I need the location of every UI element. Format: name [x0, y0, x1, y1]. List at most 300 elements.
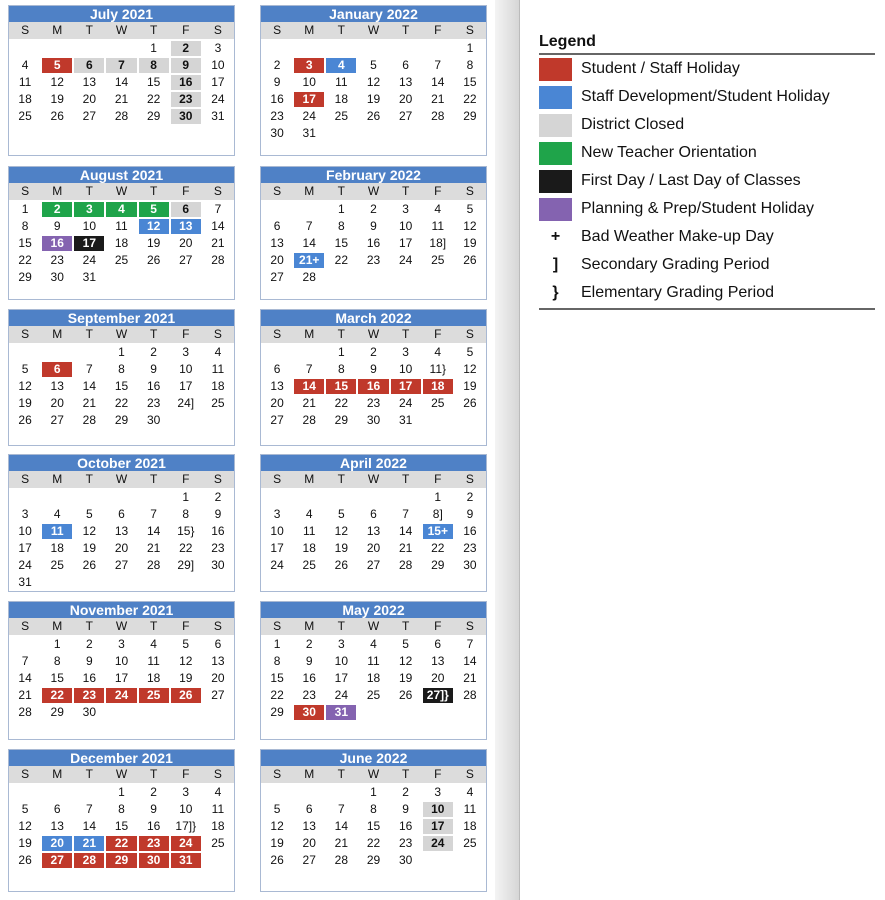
day-cell: 1: [150, 41, 157, 55]
day-cell: 9: [370, 362, 377, 376]
day-cell: 31: [82, 270, 97, 284]
month-title: April 2022: [261, 455, 486, 471]
weekday-label: S: [213, 23, 222, 37]
day-cell: 13: [50, 819, 64, 833]
day-cell: 13: [270, 236, 284, 250]
day-cell: 24: [171, 836, 201, 851]
day-cell: 31: [171, 853, 201, 868]
day-cell: 15: [270, 671, 284, 685]
day-cell: 3: [402, 345, 409, 359]
day-cell: 8: [21, 219, 29, 233]
day-cell: 9: [273, 75, 281, 89]
day-cell: 8: [182, 507, 190, 521]
weekday-label: F: [434, 23, 442, 37]
weekday-label: T: [85, 472, 94, 486]
legend-label: Bad Weather Make-up Day: [581, 228, 774, 245]
day-cell: 25: [18, 109, 32, 123]
weekday-label: T: [401, 619, 410, 633]
day-cell: 9: [171, 58, 201, 73]
day-cell: 2: [273, 58, 281, 72]
legend-label: Staff Development/Student Holiday: [581, 88, 830, 105]
weekday-label: S: [21, 767, 30, 781]
weekday-label: S: [465, 767, 474, 781]
weekday-label: T: [85, 619, 94, 633]
day-grid: [9, 39, 234, 125]
day-cell: 14: [82, 379, 97, 393]
day-cell: 23: [139, 836, 169, 851]
day-cell: 28: [74, 853, 104, 868]
weekday-label: T: [149, 184, 158, 198]
day-grid: [261, 343, 486, 429]
day-cell: 7: [106, 58, 136, 73]
day-cell: 17: [18, 541, 32, 555]
day-cell: 20: [431, 671, 445, 685]
month-title: December 2021: [9, 750, 234, 766]
day-cell: 23: [270, 109, 284, 123]
day-cell: 16: [366, 236, 381, 250]
day-cell: 26: [50, 109, 64, 123]
legend-label: New Teacher Orientation: [581, 144, 757, 161]
day-cell: 7: [338, 802, 345, 816]
weekday-label: M: [52, 327, 63, 341]
day-cell: 1: [273, 637, 281, 651]
day-cell: 17: [391, 379, 421, 394]
day-cell: 5: [466, 202, 474, 216]
day-cell: 18: [334, 92, 349, 106]
day-cell: 28: [146, 558, 161, 572]
day-cell: 29: [431, 558, 445, 572]
day-cell: 19: [463, 379, 477, 393]
day-cell: 11: [367, 654, 380, 668]
day-cell: 3: [21, 507, 29, 521]
weekday-header: [261, 183, 486, 200]
weekday-label: S: [21, 184, 30, 198]
day-cell: 17: [114, 671, 129, 685]
day-cell: 2: [42, 202, 72, 217]
day-cell: 11: [147, 654, 160, 668]
weekday-label: W: [115, 327, 128, 341]
day-cell: 9: [370, 219, 377, 233]
day-cell: 27: [270, 413, 284, 427]
day-cell: 18: [50, 541, 64, 555]
weekday-label: M: [304, 619, 315, 633]
weekday-label: W: [367, 184, 380, 198]
day-cell: 1: [182, 490, 190, 504]
day-cell: 29: [146, 109, 161, 123]
day-cell: 26: [334, 558, 349, 572]
weekday-label: M: [304, 472, 315, 486]
day-cell: 15: [326, 379, 356, 394]
legend-item: [539, 279, 875, 307]
weekday-label: M: [304, 767, 315, 781]
day-cell: 6: [273, 362, 281, 376]
weekday-label: S: [273, 184, 282, 198]
day-cell: 26: [398, 688, 413, 702]
day-cell: 19: [398, 671, 413, 685]
weekday-label: T: [149, 327, 158, 341]
month-may-2022: [260, 601, 487, 740]
day-cell: 11: [211, 362, 225, 376]
weekday-header: [9, 471, 234, 488]
weekday-label: F: [434, 619, 442, 633]
day-cell: 2: [214, 490, 222, 504]
day-cell: 14: [294, 379, 324, 394]
month-december-2021: [8, 749, 235, 892]
day-cell: 17]}: [175, 819, 197, 833]
day-cell: 11: [302, 524, 316, 538]
legend-item: [539, 251, 875, 279]
day-cell: 4: [305, 507, 313, 521]
day-cell: 18: [302, 541, 316, 555]
day-cell: 7: [86, 362, 93, 376]
day-cell: 2: [305, 637, 313, 651]
day-cell: 26: [82, 558, 97, 572]
day-cell: 24: [270, 558, 284, 572]
day-cell: 23: [171, 92, 201, 107]
weekday-header: [9, 618, 234, 635]
day-cell: 14: [463, 654, 477, 668]
day-cell: 13: [366, 524, 381, 538]
day-cell: 3: [74, 202, 104, 217]
day-cell: 24: [398, 253, 413, 267]
day-cell: 4: [214, 785, 222, 799]
day-cell: 26: [171, 688, 201, 703]
weekday-label: S: [213, 327, 222, 341]
day-cell: 30: [398, 853, 413, 867]
day-cell: 8: [338, 362, 345, 376]
day-cell: 14: [211, 219, 225, 233]
month-september-2021: [8, 309, 235, 446]
day-cell: 25: [431, 253, 445, 267]
weekday-label: F: [182, 767, 190, 781]
day-cell: 31: [211, 109, 225, 123]
day-cell: 9: [86, 654, 93, 668]
day-cell: 10: [179, 802, 193, 816]
day-cell: 17: [74, 236, 104, 251]
month-june-2022: [260, 749, 487, 892]
day-cell: 6: [434, 637, 442, 651]
day-cell: 19: [334, 541, 349, 555]
day-cell: 5: [402, 637, 409, 651]
weekday-label: T: [85, 184, 94, 198]
day-cell: 12: [398, 654, 413, 668]
month-title: March 2022: [261, 310, 486, 326]
day-cell: 28: [211, 253, 225, 267]
legend-title: Legend: [539, 33, 875, 55]
day-cell: 20: [82, 92, 97, 106]
day-cell: 19: [82, 541, 97, 555]
day-cell: 3: [182, 345, 190, 359]
weekday-label: S: [273, 767, 282, 781]
day-cell: 13: [302, 819, 316, 833]
day-cell: 21: [146, 541, 161, 555]
day-cell: 19: [366, 92, 381, 106]
weekday-label: S: [465, 23, 474, 37]
day-cell: 27: [179, 253, 193, 267]
weekday-label: T: [149, 767, 158, 781]
day-cell: 23: [146, 396, 161, 410]
weekday-header: [261, 326, 486, 343]
day-cell: 8: [118, 802, 125, 816]
day-cell: 3: [294, 58, 324, 73]
day-cell: 16: [171, 75, 201, 90]
day-cell: 24: [302, 109, 316, 123]
day-cell: 10: [211, 58, 225, 72]
day-cell: 19: [18, 396, 32, 410]
weekday-label: M: [304, 184, 315, 198]
day-cell: 14: [146, 524, 161, 538]
day-cell: 29: [114, 413, 129, 427]
day-cell: 6: [74, 58, 104, 73]
day-cell: 25: [366, 688, 381, 702]
day-grid: [261, 39, 486, 142]
day-cell: 15+: [423, 524, 453, 539]
month-april-2022: [260, 454, 487, 592]
day-cell: 30: [82, 705, 97, 719]
day-cell: 15: [366, 819, 381, 833]
legend-label: District Closed: [581, 116, 685, 133]
weekday-label: M: [52, 184, 63, 198]
day-cell: 13: [82, 75, 97, 89]
day-cell: 4: [106, 202, 136, 217]
day-cell: 2: [171, 41, 201, 56]
day-cell: 13: [50, 379, 64, 393]
day-cell: 18: [211, 819, 225, 833]
weekday-label: S: [465, 472, 474, 486]
month-title: June 2022: [261, 750, 486, 766]
day-cell: 12: [463, 219, 477, 233]
day-cell: 16: [398, 819, 413, 833]
weekday-label: S: [21, 619, 30, 633]
day-cell: 21: [334, 836, 349, 850]
legend-label: Secondary Grading Period: [581, 256, 770, 273]
day-cell: 25: [463, 836, 477, 850]
weekday-label: T: [85, 23, 94, 37]
day-cell: 24: [398, 396, 413, 410]
weekday-label: T: [337, 327, 346, 341]
weekday-label: T: [337, 472, 346, 486]
day-cell: 22: [114, 396, 129, 410]
day-cell: 25: [302, 558, 316, 572]
weekday-label: T: [401, 184, 410, 198]
weekday-label: S: [213, 184, 222, 198]
day-cell: 27: [42, 853, 72, 868]
day-cell: 6: [53, 802, 61, 816]
day-cell: 15: [114, 819, 129, 833]
day-cell: 26: [463, 253, 477, 267]
day-cell: 26: [366, 109, 381, 123]
legend-label: Elementary Grading Period: [581, 284, 774, 301]
legend-symbol: ]: [552, 256, 559, 273]
weekday-label: T: [401, 23, 410, 37]
day-cell: 12: [334, 524, 349, 538]
day-cell: 20: [114, 541, 129, 555]
day-cell: 17: [294, 92, 324, 107]
weekday-label: M: [304, 327, 315, 341]
weekday-label: F: [434, 472, 442, 486]
day-cell: 28: [18, 705, 32, 719]
day-cell: 27: [211, 688, 225, 702]
weekday-label: T: [85, 327, 94, 341]
day-cell: 18: [18, 92, 32, 106]
day-cell: 23: [366, 253, 381, 267]
day-cell: 5: [370, 58, 377, 72]
day-cell: 12: [82, 524, 97, 538]
legend-symbol: }: [552, 284, 559, 301]
day-cell: 4: [434, 202, 442, 216]
legend-item: [539, 111, 875, 139]
weekday-label: T: [401, 472, 410, 486]
day-cell: 24: [334, 688, 349, 702]
month-january-2022: [260, 5, 487, 156]
day-cell: 24: [423, 836, 453, 851]
day-cell: 9: [305, 654, 313, 668]
day-cell: 23: [366, 396, 381, 410]
weekday-label: S: [213, 472, 222, 486]
day-cell: 20: [366, 541, 381, 555]
day-cell: 11: [211, 802, 225, 816]
day-cell: 26: [463, 396, 477, 410]
day-cell: 22: [366, 836, 381, 850]
day-cell: 14: [431, 75, 445, 89]
weekday-label: S: [273, 23, 282, 37]
day-cell: 10: [302, 75, 316, 89]
day-cell: 19: [146, 236, 161, 250]
day-cell: 25: [139, 688, 169, 703]
weekday-label: M: [52, 23, 63, 37]
weekday-label: F: [434, 767, 442, 781]
day-cell: 21: [114, 92, 129, 106]
day-cell: 25: [211, 836, 225, 850]
day-grid: [9, 200, 234, 286]
weekday-label: T: [149, 23, 158, 37]
legend-swatch: [539, 170, 572, 193]
day-cell: 5: [182, 637, 190, 651]
legend-swatch: [539, 114, 572, 137]
weekday-label: S: [465, 619, 474, 633]
day-cell: 7: [214, 202, 222, 216]
day-cell: 27: [398, 109, 413, 123]
month-february-2022: [260, 166, 487, 300]
day-cell: 25: [431, 396, 445, 410]
day-cell: 20: [270, 396, 284, 410]
day-cell: 28: [398, 558, 413, 572]
day-cell: 13: [431, 654, 445, 668]
day-cell: 29: [50, 705, 64, 719]
day-cell: 30: [211, 558, 225, 572]
day-cell: 4: [21, 58, 29, 72]
day-cell: 22: [18, 253, 32, 267]
day-cell: 1: [338, 202, 345, 216]
day-cell: 1: [370, 785, 377, 799]
month-november-2021: [8, 601, 235, 740]
day-cell: 2: [370, 345, 377, 359]
day-cell: 14: [82, 819, 97, 833]
day-cell: 27: [50, 413, 64, 427]
weekday-label: T: [337, 184, 346, 198]
day-cell: 6: [402, 58, 409, 72]
day-cell: 6: [118, 507, 125, 521]
day-cell: 22: [334, 253, 349, 267]
day-cell: 20: [302, 836, 316, 850]
month-title: November 2021: [9, 602, 234, 618]
month-title: February 2022: [261, 167, 486, 183]
day-cell: 8: [370, 802, 377, 816]
day-cell: 17: [334, 671, 349, 685]
day-cell: 23: [211, 541, 225, 555]
day-cell: 3: [273, 507, 281, 521]
weekday-label: S: [213, 619, 222, 633]
day-cell: 22: [431, 541, 445, 555]
legend-label: Student / Staff Holiday: [581, 60, 740, 77]
weekday-header: [9, 183, 234, 200]
day-cell: 19: [179, 671, 193, 685]
weekday-header: [261, 766, 486, 783]
month-title: September 2021: [9, 310, 234, 326]
weekday-header: [9, 766, 234, 783]
day-cell: 12: [18, 379, 32, 393]
legend-item: [539, 55, 875, 83]
weekday-label: S: [273, 327, 282, 341]
day-cell: 3: [118, 637, 125, 651]
day-cell: 10: [114, 654, 129, 668]
weekday-label: S: [21, 23, 30, 37]
weekday-label: F: [434, 327, 442, 341]
day-cell: 26: [18, 853, 32, 867]
day-cell: 7: [305, 219, 313, 233]
day-cell: 27: [270, 270, 284, 284]
day-cell: 13: [114, 524, 129, 538]
month-october-2021: [8, 454, 235, 592]
day-cell: 30: [171, 109, 201, 124]
day-grid: [261, 200, 486, 286]
day-cell: 27: [366, 558, 381, 572]
weekday-header: [261, 618, 486, 635]
day-cell: 3: [182, 785, 190, 799]
day-cell: 15}: [177, 524, 195, 538]
day-cell: 31: [398, 413, 413, 427]
weekday-label: S: [465, 184, 474, 198]
day-cell: 17: [423, 819, 453, 834]
day-cell: 20: [270, 253, 284, 267]
day-cell: 28: [431, 109, 445, 123]
day-cell: 14: [334, 819, 349, 833]
day-cell: 19: [463, 236, 477, 250]
day-cell: 6: [273, 219, 281, 233]
day-cell: 15: [463, 75, 477, 89]
weekday-label: W: [115, 472, 128, 486]
day-cell: 21: [431, 92, 445, 106]
day-cell: 11: [335, 75, 348, 89]
day-cell: 3: [434, 785, 442, 799]
day-cell: 1: [466, 41, 474, 55]
day-cell: 9: [150, 362, 157, 376]
day-cell: 2: [150, 345, 157, 359]
day-cell: 31: [302, 126, 316, 140]
weekday-label: W: [115, 767, 128, 781]
day-cell: 28: [334, 853, 349, 867]
day-cell: 22: [146, 92, 161, 106]
day-cell: 15: [114, 379, 129, 393]
day-cell: 17: [398, 236, 413, 250]
weekday-label: M: [304, 23, 315, 37]
day-cell: 14: [302, 236, 316, 250]
day-cell: 5: [21, 802, 29, 816]
day-cell: 21: [18, 688, 32, 702]
day-cell: 29: [106, 853, 136, 868]
day-cell: 11: [18, 75, 32, 89]
day-cell: 20: [211, 671, 225, 685]
